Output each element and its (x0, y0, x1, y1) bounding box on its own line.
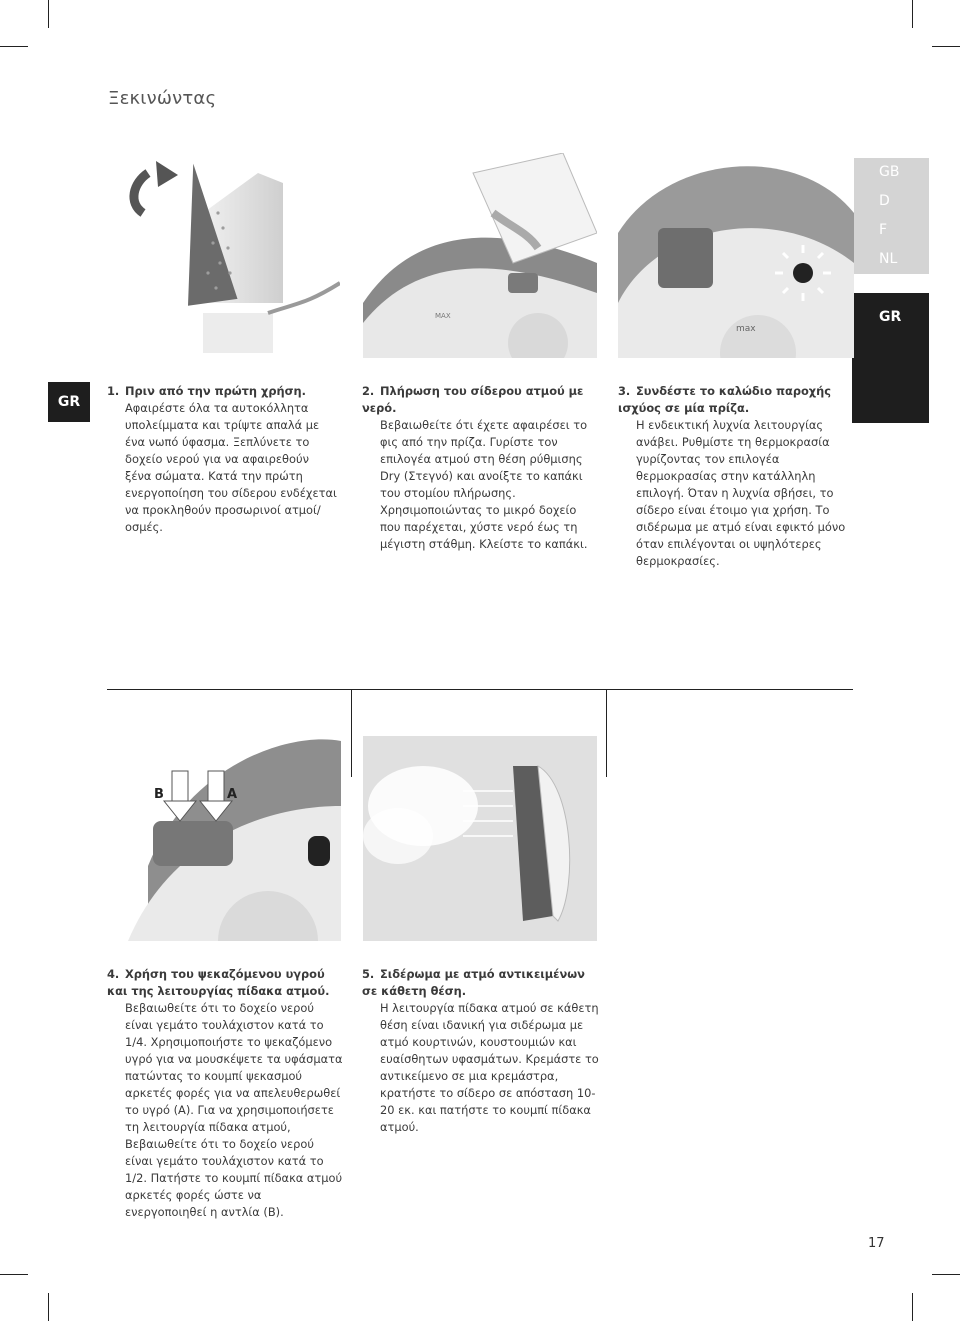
section-divider (107, 689, 853, 690)
step-body: Βεβαιωθείτε ότι έχετε αφαιρέσει το φις από την πρίζα. Γυρίστε τον επιλογέα ατμού στη θέση ρύθμισης Dry (Στεγνό) και ανοίξτε το καπάκι του στομίου πλήρωσης. Χρησιμοποιώντας το μικρό δοχείο που παρέχεται, χύστε νερό έως τη μέγιστη στάθμη. Κλείστε το καπάκι. (380, 418, 588, 551)
figure-2-filling-water (363, 153, 597, 358)
language-tab-gb: GB (879, 164, 900, 180)
step-4 (107, 966, 343, 1221)
crop-mark (932, 1274, 960, 1275)
fill-lid (508, 273, 538, 293)
step-body: Η ενδεικτική λυχνία λειτουργίας ανάβει. Ρυθμίστε τη θερμοκρασία γυρίζοντας τον επιλογέα θερμοκρασίας στην κατάλληλη επιλογή. Όταν η λυχνία σβήσει, το σίδερο είναι έτοιμο για χρήση. Το σιδέρωμα με ατμό είναι εφικτό μόνο όταν επιλέγονται οι υψηλότερες θερμοκρασίες. (636, 418, 846, 568)
step-heading: Πριν από την πρώτη χρήση. (125, 384, 306, 398)
step-heading: Σιδέρωμα με ατμό αντικειμένων σε κάθετη θέση. (362, 967, 585, 998)
step-body: Η λειτουργία πίδακα ατμού σε κάθετη θέση είναι ιδανική για σιδέρωμα με ατμό κουρτινών, κουστουμιών και ευαίσθητων υφασμάτων. Κρεμάστε το αντικείμενο σε μια κρεμάστρα, κρατήστε το σίδερο σε απόσταση 10-20 εκ. και πατήστε το κουμπί πίδακα ατμού. (380, 1001, 599, 1134)
language-tab-active (852, 293, 929, 423)
language-tab-d: D (879, 193, 890, 209)
label-b: B (154, 787, 164, 802)
button-housing (658, 228, 713, 288)
button-housing (153, 821, 233, 866)
language-tabs (852, 158, 929, 274)
figure-1-iron-soleplate (108, 153, 340, 358)
step-5 (362, 966, 600, 1136)
language-side-marker: GR (48, 382, 90, 422)
step-number: 5. (362, 967, 375, 981)
step-2 (362, 383, 600, 553)
dial-max-text: max (736, 324, 756, 334)
figure-4-spray-buttons (108, 736, 341, 941)
crop-mark (932, 46, 960, 47)
label-a: A (227, 787, 238, 802)
step-heading: Πλήρωση του σίδερου ατμού με νερό. (362, 384, 584, 415)
figure-5-vertical-steam (363, 736, 597, 941)
max-text: MAX (435, 312, 451, 320)
step-number: 3. (618, 384, 631, 398)
step-3 (618, 383, 854, 570)
power-light-indicator (793, 263, 813, 283)
iron-soleplate-illustration (108, 153, 340, 358)
crop-mark (48, 1293, 49, 1321)
crop-mark (48, 0, 49, 28)
step-1 (107, 383, 337, 536)
crop-mark (0, 1274, 28, 1275)
figure-3-power-light (618, 153, 854, 358)
step-body: Βεβαιωθείτε ότι το δοχείο νερού είναι γεμάτο τουλάχιστον κατά το 1/4. Χρησιμοποιήστε το ψεκαζόμενο υγρό για να μουσκέψετε τα υφάσματα πατώντας το κουμπί ψεκασμού αρκετές φορές για να απελευθερωθεί το υγρό (A). Για να χρησιμοποιήσετε τη λειτουργία πίδακα ατμού, Βεβαιωθείτε ότι το δοχείο νερού είναι γεμάτο τουλάχιστον κατά το 1/2. Πατήστε το κουμπί πίδακα ατμού αρκετές φορές ώστε να ενεργοποιηθεί η αντλία (B). (125, 1001, 343, 1219)
water-window (308, 836, 330, 866)
language-tab-nl: NL (879, 251, 898, 267)
step-number: 4. (107, 967, 120, 981)
column-divider (606, 689, 607, 777)
crop-mark (0, 46, 28, 47)
step-heading: Χρήση του ψεκαζόμενου υγρού και της λειτουργίας πίδακα ατμού. (107, 967, 330, 998)
crop-mark (912, 1293, 913, 1321)
language-tab-gr: GR (879, 309, 902, 325)
step-number: 2. (362, 384, 375, 398)
page-number: 17 (868, 1236, 885, 1251)
step-number: 1. (107, 384, 120, 398)
page-title: Ξεκινώντας (108, 88, 217, 109)
step-heading: Συνδέστε το καλώδιο παροχής ισχύος σε μία πρίζα. (618, 384, 832, 415)
rotate-arrow-icon (134, 173, 148, 213)
column-divider (351, 689, 352, 777)
step-body: Αφαιρέστε όλα τα αυτοκόλλητα υπολείμματα και τρίψτε απαλά με ένα νωπό ύφασμα. Ξεπλύνετε το δοχείο νερού για να αφαιρεθούν ξένα σώματα. Κατά την πρώτη ενεργοποίηση του σίδερου ενδέχεται να προκληθούν προσωρινοί ατμοί/ οσμές. (125, 401, 337, 534)
language-tab-f: F (879, 222, 888, 238)
crop-mark (912, 0, 913, 28)
arrow-head-icon (156, 161, 178, 187)
